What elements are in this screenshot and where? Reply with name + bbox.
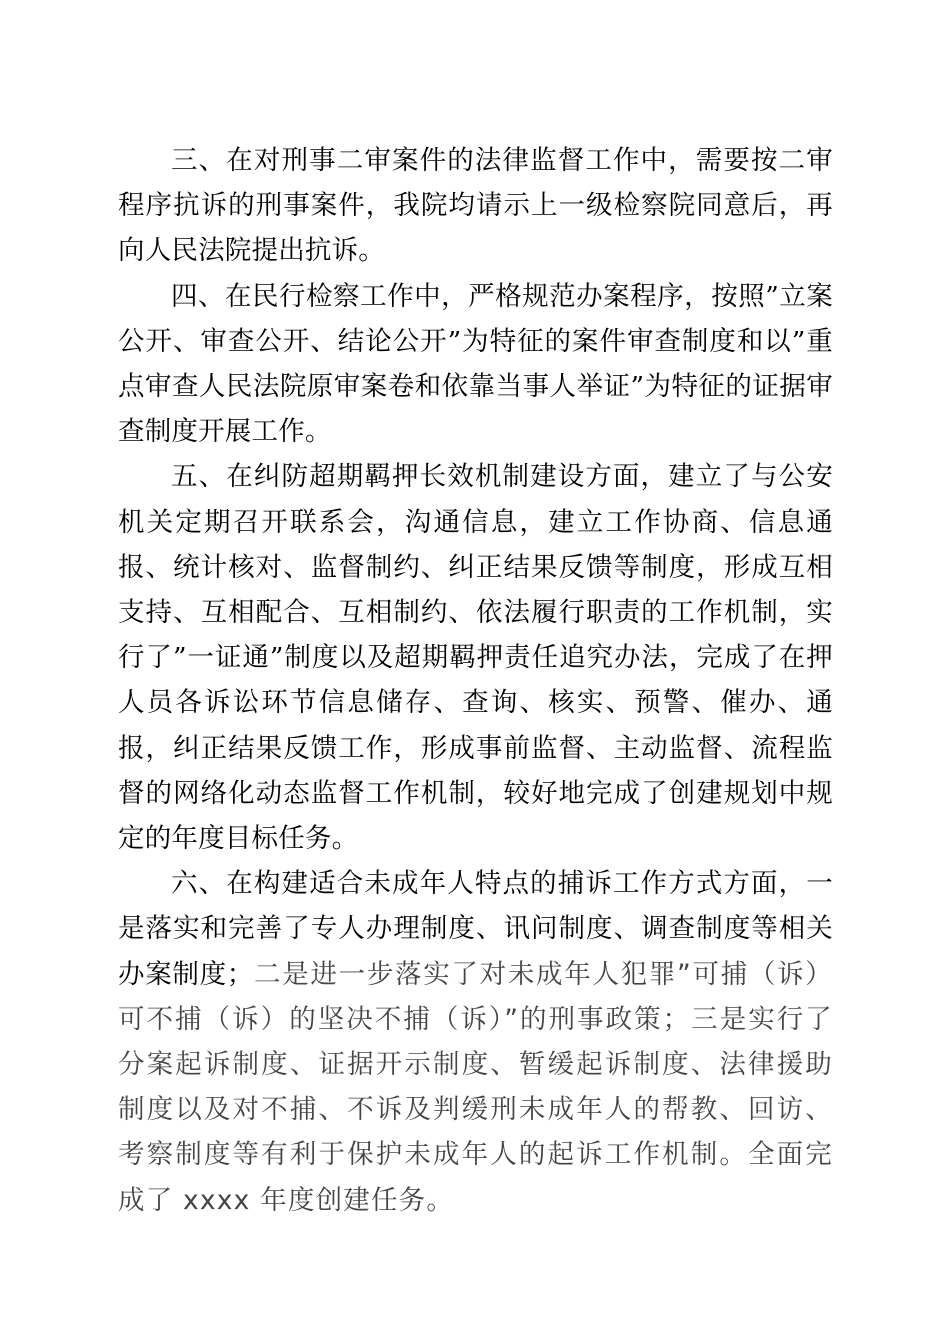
paragraph-5: 五、在纠防超期羁押长效机制建设方面，建立了与公安机关定期召开联系会，沟通信息，建立工作协商、信息通报、统计核对、监督制约、纠正结果反馈等制度，形成互相支持、互相配合、互相制约、依法履行职责的工作机制，实行了”一证通”制度以及超期羁押责任追究办法，完成了在押人员各诉讼环节信息储存、查询、核实、预警、催办、通报，纠正结果反馈工作，形成事前监督、主动监督、流程监督的网络化动态监督工作机制，较好地完成了创建规划中规定的年度目标任务。 <box>118 461 833 855</box>
document-body <box>118 138 833 1223</box>
paragraph-3: 三、在对刑事二审案件的法律监督工作中，需要按二审程序抗诉的刑事案件，我院均请示上一级检察院同意后，再向人民法院提出抗诉。 <box>118 145 833 267</box>
paragraph-6-part-1: 六、在构建适合未成年人特点的捕诉工作方式方面，一是落实和完善了专人办理制度、讯问制度、调查制度等相关办案制度； <box>118 868 833 990</box>
paragraph-6 <box>118 861 833 1223</box>
paragraph-4: 四、在民行检察工作中，严格规范办案程序，按照”立案公开、审查公开、结论公开”为特征的案件审查制度和以”重点审查人民法院原审案卷和依靠当事人举证”为特征的证据审查制度开展工作。 <box>118 280 833 448</box>
paragraph-6-part-2: 二是进一步落实了对未成年人犯罪”可捕（诉）可不捕（诉）的坚决不捕（诉）”的刑事政策；三是实行了分案起诉制度、证据开示制度、暂缓起诉制度、法律援助制度以及对不捕、不诉及判缓刑未成年人的帮教、回访、考察制度等有利于保护未成年人的起诉工作机制。全面完成了 xxxx 年度创建任务。 <box>118 958 833 1216</box>
